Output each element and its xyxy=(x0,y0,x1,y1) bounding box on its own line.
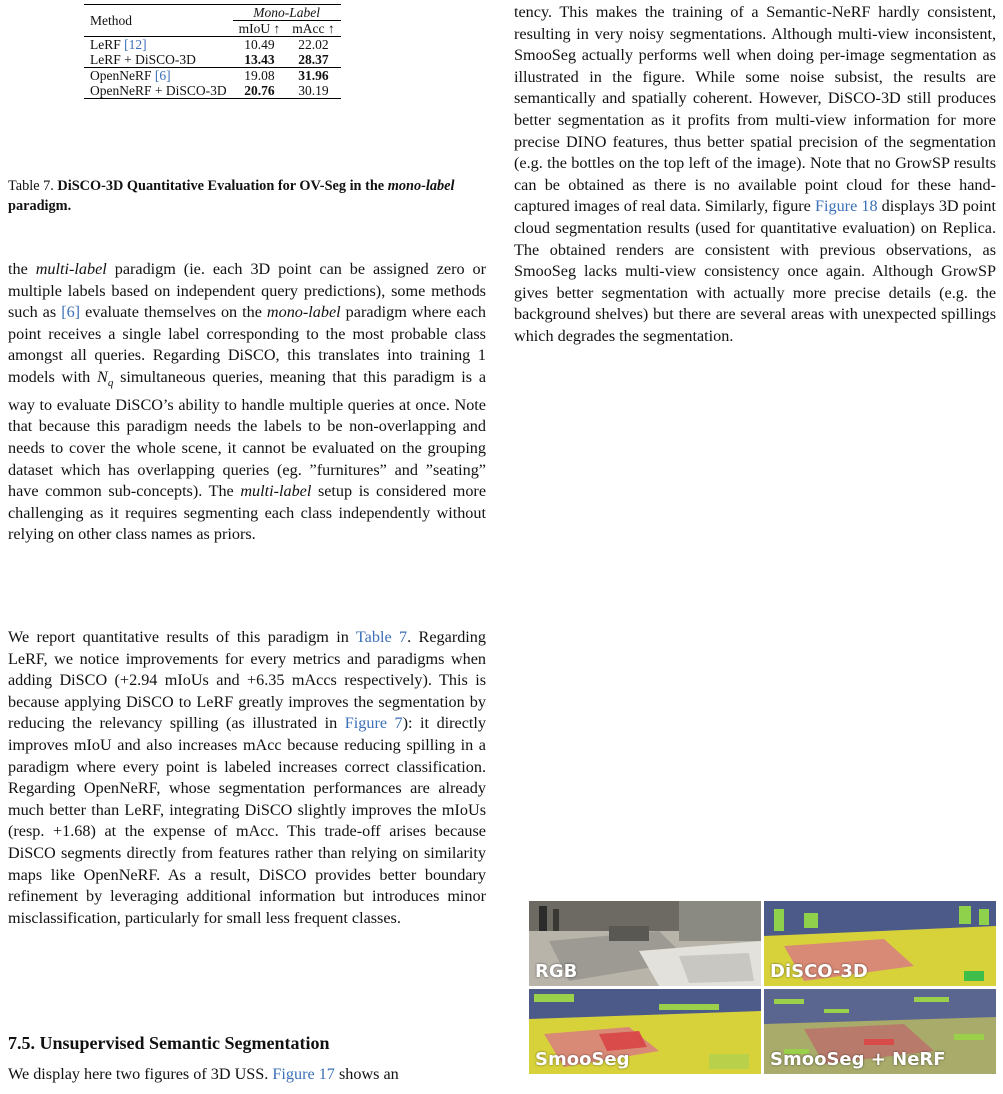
method-name: OpenNeRF xyxy=(90,68,152,83)
macc-value: 31.96 xyxy=(286,68,340,84)
paragraph-uss: We display here two figures of 3D USS. Figure 17 shows an xyxy=(8,1065,399,1083)
figure-link[interactable]: Figure 18 xyxy=(814,197,878,216)
table-link[interactable]: Table 7 xyxy=(355,628,408,646)
header-mono-label: Mono-Label xyxy=(233,5,341,21)
figure-link[interactable]: Figure 7 xyxy=(344,714,403,733)
macc-value: 30.19 xyxy=(286,83,340,99)
macc-value: 28.37 xyxy=(298,52,329,67)
caption-prefix: Table 7. xyxy=(8,178,58,194)
smooseg-nerf-panel xyxy=(764,989,996,1074)
method-name: LeRF xyxy=(90,37,121,52)
disco-panel xyxy=(764,901,996,986)
citation-link[interactable]: [6] xyxy=(154,68,171,83)
citation-link[interactable]: [12] xyxy=(124,37,147,52)
method-name: LeRF + DiSCO-3D xyxy=(90,52,196,67)
caption-suffix: paradigm. xyxy=(8,198,72,214)
segmentation-figure xyxy=(529,901,996,1074)
table-row xyxy=(84,68,341,84)
paragraph-paradigm: the multi-label paradigm (ie. each 3D point can be assigned zero or multiple labels based on independent query predictions), some methods such as [6] evaluate themselves on the mono-label paradigm where each point receives a single label corresponding to the most probable class amongst all queries. Regarding DiSCO, this translates into training 1 models with $N_q$ simultaneous queries, meaning that this paradigm is a way to evaluate DiSCO’s ability to handle multiple queries at once. Note that because this paradigm needs the labels to be non-overlapping and needs to cover the whole scene, it cannot be evaluated on the grouping dataset which has overlapping queries (eg. ”furnitures” and ”seating” have common sub-concepts). The multi-label setup is considered more challenging as it requires segmenting each class independently without relying on other class names as priors. xyxy=(8,260,487,544)
section-title: 7.5. Unsupervised Semantic Segmentation xyxy=(8,1033,330,1053)
miou-value: 10.49 xyxy=(244,37,275,52)
smooseg-panel xyxy=(529,989,761,1074)
paragraph-consistency: tency. This makes the training of a Semantic-NeRF hardly consistent, resulting in very noisy segmentations. Although multi-view inconsistent, SmooSeg actually performs well when doing per-image segmentation as illustrated in the figure. While some noise subsist, the results are semantically and spatially coherent. However, DiSCO-3D still produces better segmentation as it profits from multi-view information for more precise DINO features, thus better spatial precision of the segmentation (e.g. the bottles on the top left of the image). Note that no GrowSP results can be obtained as there is no available point cloud for these hand-captured images of real data. Similarly, figure Figure 18 displays 3D point cloud segmentation results (used for quantitative evaluation) on Replica. The obtained renders are consistent with previous observations, as SmooSeg lacks multi-view consistency once again. Although GrowSP gives better segmentation with actually more precise details (e.g. the background shelves) but there are several areas with unexpected spillings which degrades the segmentation. xyxy=(514,3,996,345)
miou-value: 13.43 xyxy=(244,52,275,67)
method-name: OpenNeRF + DiSCO-3D xyxy=(84,83,233,99)
table-row xyxy=(84,52,341,68)
paragraph-results: We report quantitative results of this paradigm in Table 7. Regarding LeRF, we notice improvements for every metrics and paradigms when adding DiSCO (+2.94 mIoUs and +6.35 mAccs respectively). This is because applying DiSCO to LeRF greatly improves the segmentation by reducing the relevancy spilling (as illustrated in Figure 7): it directly improves mIoU and also increases mAcc because reducing spilling in a paradigm where every point is labeled increases correct classification. Regarding OpenNeRF, whose segmentation performances are already much better than LeRF, integrating DiSCO slightly improves the mIoUs (resp. +1.68) at the expense of mAcc. This trade-off arises because DiSCO segments directly from features rather than relying on similarity maps like OpenNeRF. As a result, DiSCO provides better boundary refinement by leveraging additional information but introduces minor misclassification, particularly for small less frequent classes. xyxy=(8,628,487,927)
macc-value: 22.02 xyxy=(298,37,329,52)
citation-link[interactable]: [6] xyxy=(61,303,81,322)
miou-value: 20.76 xyxy=(233,83,287,99)
header-method: Method xyxy=(84,5,233,37)
panel-label: SmooSeg xyxy=(535,1049,630,1070)
header-miou: mIoU ↑ xyxy=(233,21,287,37)
panel-label: SmooSeg + NeRF xyxy=(770,1049,946,1070)
caption-bold-italic: mono-label xyxy=(387,178,455,194)
miou-value: 19.08 xyxy=(233,68,287,84)
panel-label: DiSCO-3D xyxy=(770,961,868,982)
panel-label: RGB xyxy=(535,961,578,982)
rgb-panel xyxy=(529,901,761,986)
header-macc: mAcc ↑ xyxy=(286,21,340,37)
results-table xyxy=(84,4,341,99)
caption-bold: DiSCO-3D Quantitative Evaluation for OV-Seg in the xyxy=(57,178,388,194)
table-row xyxy=(84,83,341,99)
table-row xyxy=(84,37,341,53)
table-caption xyxy=(8,176,486,216)
figure-link[interactable]: Figure 17 xyxy=(272,1065,335,1083)
